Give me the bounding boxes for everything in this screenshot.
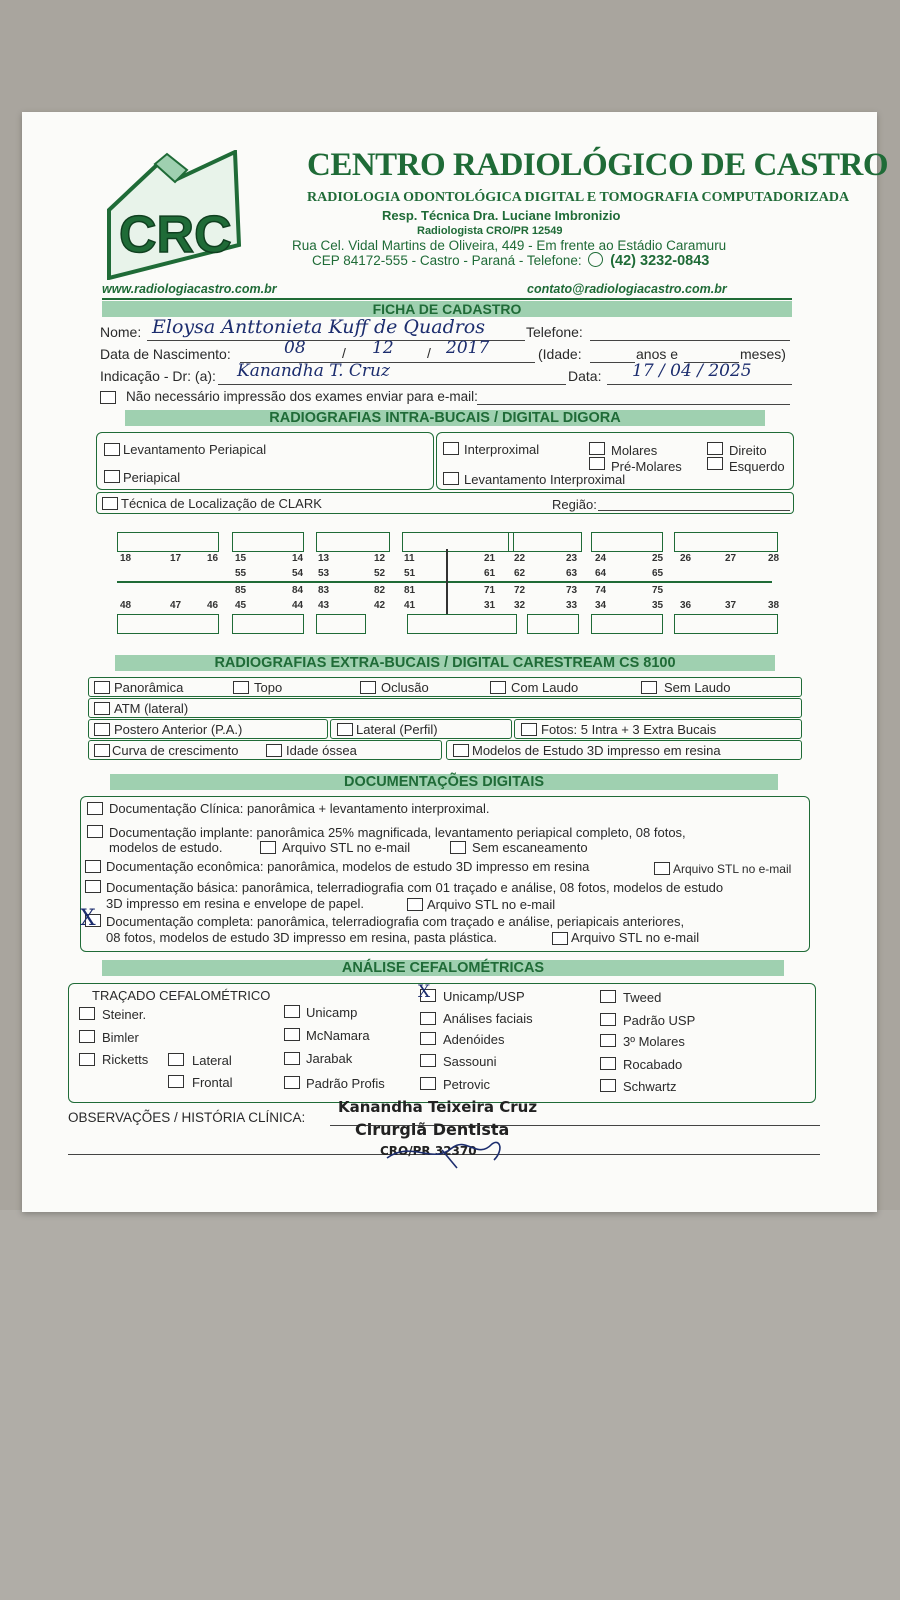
panoramica-checkbox[interactable] (94, 681, 110, 694)
phone-number: (42) 3232-0843 (610, 253, 710, 269)
padrao-profis-checkbox[interactable] (284, 1076, 300, 1089)
tweed-label: Tweed (623, 990, 662, 1005)
clinic-subtitle: RADIOLOGIA ODONTOLÓGICA DIGITAL E TOMOGRAFIA COMPUTADORIZADA (307, 190, 850, 205)
periapical-checkbox[interactable] (104, 470, 120, 483)
tooth-number[interactable]: 32 (514, 600, 526, 611)
email-link[interactable]: contato@radiologiacastro.com.br (527, 282, 727, 296)
indicacao-label: Indicação - Dr: (a): (100, 368, 216, 384)
section-cadastro-title: FICHA DE CADASTRO (102, 301, 792, 317)
tooth-group-box[interactable] (402, 532, 514, 552)
periapical-label: Periapical (123, 470, 181, 485)
postero-anterior-label: Postero Anterior (P.A.) (114, 722, 243, 737)
esquerdo-label: Esquerdo (729, 459, 785, 474)
tooth-number[interactable]: 28 (768, 553, 780, 564)
doc-economica-label: Documentação econômica: panorâmica, modelos de estudo 3D impresso em resina (106, 859, 590, 874)
ricketts-label: Ricketts (102, 1052, 149, 1067)
clark-label: Técnica de Localização de CLARK (121, 496, 322, 511)
tooth-number[interactable]: 64 (595, 568, 607, 579)
nascimento-label: Data de Nascimento: (100, 346, 231, 362)
bimler-label: Bimler (102, 1030, 139, 1045)
extra-row-2 (88, 698, 802, 718)
topo-checkbox[interactable] (233, 681, 249, 694)
analises-faciais-checkbox[interactable] (420, 1012, 436, 1025)
nao-impressao-checkbox[interactable] (100, 391, 116, 404)
sem-escaneamento-checkbox[interactable] (450, 841, 466, 854)
tooth-number[interactable]: 62 (514, 568, 526, 579)
mcnamara-label: McNamara (306, 1028, 370, 1043)
idade-anos-field[interactable] (590, 362, 635, 363)
curva-label: Curva de crescimento (112, 743, 239, 758)
padrao-usp-checkbox[interactable] (600, 1013, 616, 1026)
pre-molares-label: Pré-Molares (611, 459, 682, 474)
idade-ossea-checkbox[interactable] (266, 744, 282, 757)
table-surface (0, 1210, 900, 1600)
nome-label: Nome: (100, 324, 142, 340)
tooth-group-box[interactable] (316, 532, 390, 552)
schwartz-label: Schwartz (623, 1079, 677, 1094)
unicamp-usp-check-mark: X (418, 982, 431, 1002)
levantamento-interproximal-checkbox[interactable] (443, 472, 459, 485)
rocabado-label: Rocabado (623, 1057, 683, 1072)
observacoes-label: OBSERVAÇÕES / HISTÓRIA CLÍNICA: (68, 1110, 306, 1125)
tooth-number[interactable]: 12 (374, 553, 386, 564)
jarabak-label: Jarabak (306, 1051, 353, 1066)
tooth-number[interactable]: 63 (566, 568, 578, 579)
tooth-number[interactable]: 52 (374, 568, 386, 579)
tooth-number[interactable]: 31 (484, 600, 496, 611)
handwritten-signature (382, 1130, 512, 1170)
sem-laudo-label: Sem Laudo (664, 680, 731, 695)
tooth-number[interactable]: 38 (768, 600, 780, 611)
section-cefalo-title: ANÁLISE CEFALOMÉTRICAS (102, 960, 784, 976)
rocabado-checkbox[interactable] (600, 1057, 616, 1070)
section-docs-title: DOCUMENTAÇÕES DIGITAIS (110, 774, 778, 790)
tooth-group-box[interactable] (407, 614, 517, 634)
indicacao-line (218, 384, 566, 385)
tooth-number[interactable]: 35 (652, 600, 664, 611)
email-envio-field[interactable] (477, 404, 790, 405)
tooth-number[interactable]: 17 (170, 553, 182, 564)
atm-label: ATM (lateral) (114, 701, 189, 716)
pre-molares-checkbox[interactable] (589, 457, 605, 470)
stamp-name: Kanandha Teixeira Cruz (338, 1098, 538, 1116)
adenoides-checkbox[interactable] (420, 1032, 436, 1045)
date-separator: / (342, 345, 346, 361)
tooth-group-box[interactable] (591, 532, 663, 552)
tooth-number[interactable]: 54 (292, 568, 304, 579)
stamp-cro: CRO/PR 32370 (380, 1144, 477, 1158)
doc-implante-checkbox[interactable] (87, 825, 103, 838)
doc-completa-check-mark: X (80, 906, 96, 931)
regiao-field[interactable] (598, 510, 790, 511)
interproximal-label: Interproximal (464, 442, 540, 457)
modelos-checkbox[interactable] (453, 744, 469, 757)
tooth-group-box[interactable] (117, 614, 219, 634)
tooth-number[interactable]: 65 (652, 568, 664, 579)
implante-stl-checkbox[interactable] (260, 841, 276, 854)
nome-field[interactable]: Eloysa Anttonieta Kuff de Quadros (152, 316, 486, 338)
tooth-group-box[interactable] (316, 614, 366, 634)
telefone-label: Telefone: (526, 324, 583, 340)
tooth-number[interactable]: 26 (680, 553, 692, 564)
fotos-checkbox[interactable] (521, 723, 537, 736)
responsible-tech: Resp. Técnica Dra. Luciane Imbronizio (382, 208, 621, 223)
tooth-number[interactable]: 22 (514, 553, 526, 564)
oclusao-label: Oclusão (381, 680, 429, 695)
doc-basica-checkbox[interactable] (85, 880, 101, 893)
levantamento-periapical-label: Levantamento Periapical (123, 442, 267, 457)
logo-text: CRC (119, 206, 232, 264)
tooth-number[interactable]: 25 (652, 553, 664, 564)
doc-basica-label-1: Documentação básica: panorâmica, telerradiografia com 01 traçado e análise, 08 fotos, modelos de estudo (106, 880, 724, 895)
tooth-number[interactable]: 73 (566, 585, 578, 596)
lateral-perfil-checkbox[interactable] (337, 723, 353, 736)
doc-implante-label-2: modelos de estudo. (109, 840, 223, 855)
sassouni-label: Sassouni (443, 1054, 497, 1069)
ricketts-checkbox[interactable] (79, 1053, 95, 1066)
tooth-number[interactable]: 46 (207, 600, 219, 611)
lateral-perfil-label: Lateral (Perfil) (356, 722, 438, 737)
tooth-group-box[interactable] (591, 614, 663, 634)
stamp-title: Cirurgiã Dentista (355, 1120, 510, 1139)
clinic-name: CENTRO RADIOLÓGICO DE CASTRO (307, 147, 888, 183)
tooth-number[interactable]: 75 (652, 585, 664, 596)
tooth-number[interactable]: 81 (404, 585, 416, 596)
tooth-number[interactable]: 51 (404, 568, 416, 579)
clark-checkbox[interactable] (102, 497, 118, 510)
sem-escaneamento-label: Sem escaneamento (472, 840, 588, 855)
date-separator: / (427, 345, 431, 361)
regiao-label: Região: (552, 497, 597, 512)
doc-completa-label-1: Documentação completa: panorâmica, telerradiografia com traçado e análise, periapicais anteriores, (106, 914, 685, 929)
levantamento-interproximal-label: Levantamento Interproximal (464, 472, 626, 487)
doc-completa-label-2: 08 fotos, modelos de estudo 3D impresso em resina, pasta plástica. (106, 930, 497, 945)
tooth-number[interactable]: 13 (318, 553, 330, 564)
doc-economica-checkbox[interactable] (85, 860, 101, 873)
tooth-number[interactable]: 37 (725, 600, 737, 611)
direito-checkbox[interactable] (707, 442, 723, 455)
nascimento-year[interactable]: 2017 (446, 338, 490, 358)
petrovic-label: Petrovic (443, 1077, 490, 1092)
data-field[interactable]: 17 / 04 / 2025 (632, 361, 752, 381)
tooth-group-box[interactable] (527, 614, 579, 634)
anos-label: anos e (636, 346, 679, 362)
tooth-number[interactable]: 53 (318, 568, 330, 579)
tooth-number[interactable]: 16 (207, 553, 219, 564)
levantamento-periapical-checkbox[interactable] (104, 443, 120, 456)
radiologist-cro: Radiologista CRO/PR 12549 (417, 225, 563, 237)
tooth-number[interactable]: 21 (484, 553, 496, 564)
nao-impressao-label: Não necessário impressão dos exames enviar para e-mail: (126, 389, 478, 404)
steiner-label: Steiner. (102, 1007, 147, 1022)
completa-stl-label: Arquivo STL no e-mail (571, 930, 700, 945)
tooth-group-box[interactable] (508, 532, 582, 552)
implante-stl-label: Arquivo STL no e-mail (282, 840, 411, 855)
tooth-number[interactable]: 48 (120, 600, 132, 611)
tooth-group-box[interactable] (117, 532, 219, 552)
tooth-group-box[interactable] (674, 614, 778, 634)
padrao-profis-label: Padrão Profis (306, 1076, 385, 1091)
unicamp-usp-label: Unicamp/USP (443, 989, 525, 1004)
tooth-number[interactable]: 15 (235, 553, 247, 564)
doc-implante-label-1: Documentação implante: panorâmica 25% magnificada, levantamento periapical completo, 08 fotos, (109, 825, 686, 840)
curva-checkbox[interactable] (94, 744, 110, 757)
petrovic-checkbox[interactable] (420, 1077, 436, 1090)
mcnamara-checkbox[interactable] (284, 1028, 300, 1041)
tooth-number[interactable]: 42 (374, 600, 386, 611)
lateral-label: Lateral (192, 1053, 232, 1068)
tracado-label: TRAÇADO CEFALOMÉTRICO (92, 988, 271, 1003)
tooth-number[interactable]: 44 (292, 600, 304, 611)
tooth-number[interactable]: 45 (235, 600, 247, 611)
tooth-number[interactable]: 24 (595, 553, 607, 564)
tooth-group-box[interactable] (232, 614, 304, 634)
frontal-checkbox[interactable] (168, 1075, 184, 1088)
fotos-label: Fotos: 5 Intra + 3 Extra Bucais (541, 722, 717, 737)
basica-stl-checkbox[interactable] (407, 898, 423, 911)
data-line (607, 384, 792, 385)
odontogram-horizontal-axis (117, 581, 772, 583)
doc-clinica-checkbox[interactable] (87, 802, 103, 815)
odontogram-vertical-axis (446, 549, 448, 615)
modelos-label: Modelos de Estudo 3D impresso em resina (472, 743, 721, 758)
panoramica-label: Panorâmica (114, 680, 184, 695)
tooth-number[interactable]: 27 (725, 553, 737, 564)
basica-stl-label: Arquivo STL no e-mail (427, 897, 556, 912)
tooth-number[interactable]: 34 (595, 600, 607, 611)
tweed-checkbox[interactable] (600, 990, 616, 1003)
jarabak-checkbox[interactable] (284, 1052, 300, 1065)
tooth-number[interactable]: 83 (318, 585, 330, 596)
data-label: Data: (568, 368, 602, 384)
tooth-number[interactable]: 82 (374, 585, 386, 596)
crc-logo (105, 150, 245, 280)
padrao-usp-label: Padrão USP (623, 1013, 696, 1028)
sem-laudo-checkbox[interactable] (641, 681, 657, 694)
website-link[interactable]: www.radiologiacastro.com.br (102, 282, 277, 296)
interproximal-checkbox[interactable] (443, 442, 459, 455)
molares3-checkbox[interactable] (600, 1034, 616, 1047)
tooth-group-box[interactable] (232, 532, 304, 552)
tooth-number[interactable]: 84 (292, 585, 304, 596)
tooth-number[interactable]: 36 (680, 600, 692, 611)
indicacao-field[interactable]: Kanandha T. Cruz (237, 361, 390, 381)
tooth-number[interactable]: 61 (484, 568, 496, 579)
tooth-number[interactable]: 41 (404, 600, 416, 611)
tooth-number[interactable]: 14 (292, 553, 304, 564)
tooth-number[interactable]: 23 (566, 553, 578, 564)
tooth-number[interactable]: 55 (235, 568, 247, 579)
nascimento-day[interactable]: 08 (284, 338, 306, 358)
section-intra-title: RADIOGRAFIAS INTRA-BUCAIS / DIGITAL DIGORA (125, 410, 765, 426)
economica-stl-label: Arquivo STL no e-mail (673, 862, 792, 876)
meses-label: meses) (740, 346, 786, 362)
postero-anterior-checkbox[interactable] (94, 723, 110, 736)
sassouni-checkbox[interactable] (420, 1054, 436, 1067)
tooth-number[interactable]: 85 (235, 585, 247, 596)
com-laudo-checkbox[interactable] (490, 681, 506, 694)
esquerdo-checkbox[interactable] (707, 457, 723, 470)
doc-basica-label-2: 3D impresso em resina e envelope de papel. (106, 896, 364, 911)
idade-label: (Idade: (538, 346, 582, 362)
adenoides-label: Adenóides (443, 1032, 505, 1047)
tooth-number[interactable]: 74 (595, 585, 607, 596)
lateral-checkbox[interactable] (168, 1053, 184, 1066)
bimler-checkbox[interactable] (79, 1030, 95, 1043)
molares-label: Molares (611, 443, 658, 458)
header-divider (102, 298, 792, 300)
tooth-number[interactable]: 18 (120, 553, 132, 564)
completa-stl-checkbox[interactable] (552, 932, 568, 945)
atm-checkbox[interactable] (94, 702, 110, 715)
molares3-label: 3º Molares (623, 1034, 685, 1049)
steiner-checkbox[interactable] (79, 1007, 95, 1020)
schwartz-checkbox[interactable] (600, 1079, 616, 1092)
tooth-number[interactable]: 72 (514, 585, 526, 596)
address-cep: CEP 84172-555 - Castro - Paraná - Telefone: (312, 253, 582, 268)
tooth-number[interactable]: 71 (484, 585, 496, 596)
topo-label: Topo (254, 680, 283, 695)
registration-form-sheet (22, 112, 888, 1212)
tooth-number[interactable]: 43 (318, 600, 330, 611)
tooth-number[interactable]: 11 (404, 553, 415, 564)
com-laudo-label: Com Laudo (511, 680, 579, 695)
molares-checkbox[interactable] (589, 442, 605, 455)
idade-ossea-label: Idade óssea (286, 743, 357, 758)
doc-clinica-label: Documentação Clínica: panorâmica + levantamento interproximal. (109, 801, 490, 816)
address-line-1: Rua Cel. Vidal Martins de Oliveira, 449 - Em frente ao Estádio Caramuru (292, 238, 727, 253)
unicamp-checkbox[interactable] (284, 1005, 300, 1018)
oclusao-checkbox[interactable] (360, 681, 376, 694)
tooth-number[interactable]: 47 (170, 600, 182, 611)
unicamp-label: Unicamp (306, 1005, 358, 1020)
address-line-2 (312, 252, 709, 269)
direito-label: Direito (729, 443, 767, 458)
analises-faciais-label: Análises faciais (443, 1011, 533, 1026)
tooth-group-box[interactable] (674, 532, 778, 552)
section-extra-title: RADIOGRAFIAS EXTRA-BUCAIS / DIGITAL CARESTREAM CS 8100 (115, 655, 775, 671)
telefone-field[interactable] (590, 340, 790, 341)
economica-stl-checkbox[interactable] (654, 862, 670, 875)
whatsapp-icon (588, 252, 603, 267)
tooth-number[interactable]: 33 (566, 600, 578, 611)
frontal-label: Frontal (192, 1075, 233, 1090)
nascimento-month[interactable]: 12 (372, 338, 394, 358)
